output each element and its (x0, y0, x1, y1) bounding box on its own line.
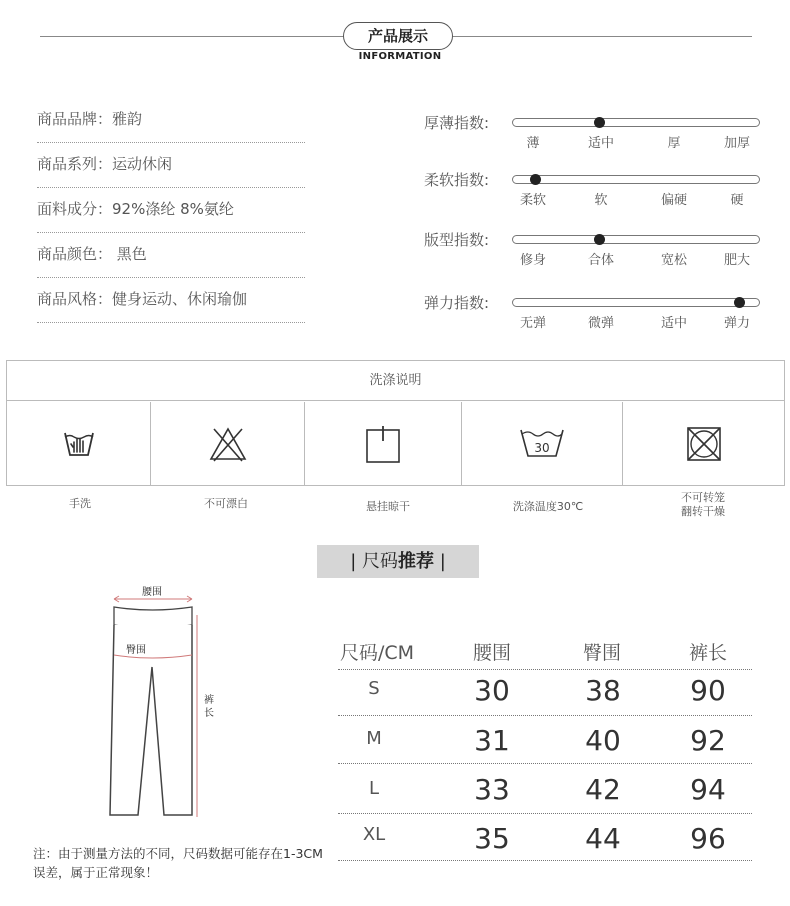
index-track (512, 235, 760, 244)
tick-label: 修身 (519, 253, 547, 268)
wash-temp-text: 30 (534, 441, 550, 455)
index-label: 厚薄指数: (424, 114, 490, 132)
wash-instructions-panel (6, 360, 785, 486)
info-text: 商品系列：运动休闲 (37, 155, 173, 173)
no-bleach-icon (208, 425, 248, 463)
index-label: 柔软指数: (424, 171, 490, 189)
index-track (512, 118, 760, 127)
pants-diagram (100, 585, 230, 825)
index-track (512, 175, 760, 184)
length-label-1: 裤 (204, 695, 214, 706)
wash-cell-wash-30 (462, 402, 623, 486)
size-title-plain: 尺码 (362, 551, 398, 572)
index-marker (530, 174, 541, 185)
info-row-series (37, 143, 305, 188)
tick-label: 软 (594, 193, 608, 208)
length-cell: 92 (690, 724, 726, 757)
info-text: 商品风格：健身运动、休闲瑜伽 (37, 290, 248, 308)
wash-cell-hang-dry (305, 402, 462, 486)
hand-wash-icon (62, 425, 96, 459)
col-header-length: 裤长 (688, 642, 728, 664)
header-subtitle: INFORMATION (358, 51, 442, 62)
index-ticks (512, 249, 772, 268)
index-ticks (512, 189, 772, 208)
size-table-row (338, 764, 752, 814)
col-header-waist: 腰围 (472, 642, 512, 664)
header-title: 产品展示 (343, 22, 453, 50)
pants-outline (110, 625, 192, 815)
length-cell: 90 (690, 674, 726, 707)
col-header-size: 尺码/CM (339, 642, 415, 664)
hip-cell: 40 (585, 724, 621, 757)
tick-label: 加厚 (723, 136, 751, 151)
title-bar-right: | (434, 551, 446, 572)
col-header-hip: 臀围 (582, 642, 622, 664)
tick-label: 适中 (660, 316, 688, 331)
wash-label-line: 翻转干燥 (681, 505, 725, 518)
index-label: 弹力指数: (424, 294, 490, 312)
index-softness (424, 169, 764, 219)
size-cell: S (368, 678, 380, 699)
title-bar-left: | (350, 551, 362, 572)
tick-label: 弹力 (723, 316, 751, 331)
index-thickness (424, 112, 764, 162)
info-row-color (37, 233, 305, 278)
index-ticks (512, 132, 772, 151)
index-ticks (512, 312, 772, 331)
info-row-fabric (37, 188, 305, 233)
info-row-style (37, 278, 305, 323)
size-title-bold: 推荐 (398, 551, 434, 572)
no-tumble-dry-icon (685, 425, 723, 463)
size-table-header (338, 636, 752, 670)
wash-label: 洗涤温度30℃ (512, 500, 584, 513)
waist-cell: 35 (474, 822, 510, 855)
tick-label: 宽松 (660, 253, 688, 268)
wash-cell-hand-wash (7, 402, 151, 486)
wash-cell-no-bleach (151, 402, 305, 486)
size-note: 注：由于测量方法的不同，尺码数据可能存在1-3CM误差，属于正常现象！ (33, 846, 323, 880)
length-cell: 96 (690, 822, 726, 855)
index-marker (734, 297, 745, 308)
waist-label: 腰围 (142, 587, 162, 598)
wash-label-multiline (681, 491, 725, 519)
wash-label-line: 不可转笼 (681, 491, 725, 504)
size-cell: XL (362, 824, 386, 845)
index-marker (594, 117, 605, 128)
info-text: 面料成分：92%涤纶 8%氨纶 (37, 200, 234, 218)
info-text: 商品品牌：雅韵 (37, 110, 143, 128)
wash-title: 洗涤说明 (7, 361, 784, 401)
tick-label: 薄 (526, 136, 540, 151)
tick-label: 适中 (587, 136, 615, 151)
hang-dry-icon (364, 425, 402, 465)
index-marker (594, 234, 605, 245)
tick-label: 偏硬 (660, 193, 688, 208)
tick-label: 柔软 (519, 193, 547, 208)
wash-30-icon (519, 425, 565, 459)
waist-cell: 33 (474, 773, 510, 806)
size-cell: M (366, 728, 382, 749)
tick-label: 微弹 (587, 316, 615, 331)
tick-label: 无弹 (519, 316, 547, 331)
waistband (114, 607, 192, 628)
tick-label: 肥大 (723, 253, 751, 268)
index-elasticity (424, 292, 764, 342)
size-table-row (338, 670, 752, 716)
tick-label: 厚 (667, 136, 681, 151)
length-cell: 94 (690, 773, 726, 806)
tick-label: 合体 (587, 253, 615, 268)
size-table-row (338, 716, 752, 764)
wash-label: 悬挂晾干 (366, 500, 410, 513)
waist-cell: 31 (474, 724, 510, 757)
waist-cell: 30 (474, 674, 510, 707)
index-label: 版型指数: (424, 231, 490, 249)
index-fit (424, 229, 764, 279)
hip-label: 臀围 (126, 645, 146, 656)
size-table-row (338, 814, 752, 861)
wash-label: 不可漂白 (204, 497, 248, 510)
index-track (512, 298, 760, 307)
size-section-title (317, 545, 479, 578)
wash-cell-no-tumble-dry (623, 402, 784, 486)
size-cell: L (368, 778, 380, 799)
length-label-2: 长 (204, 708, 214, 719)
tick-label: 硬 (730, 193, 744, 208)
header-line-left (40, 36, 345, 37)
info-text: 商品颜色： 黑色 (37, 245, 147, 263)
wash-label: 手洗 (69, 497, 91, 510)
info-row-brand (37, 98, 305, 143)
hip-cell: 42 (585, 773, 621, 806)
hip-cell: 44 (585, 822, 621, 855)
header-line-right (452, 36, 752, 37)
hip-cell: 38 (585, 674, 621, 707)
